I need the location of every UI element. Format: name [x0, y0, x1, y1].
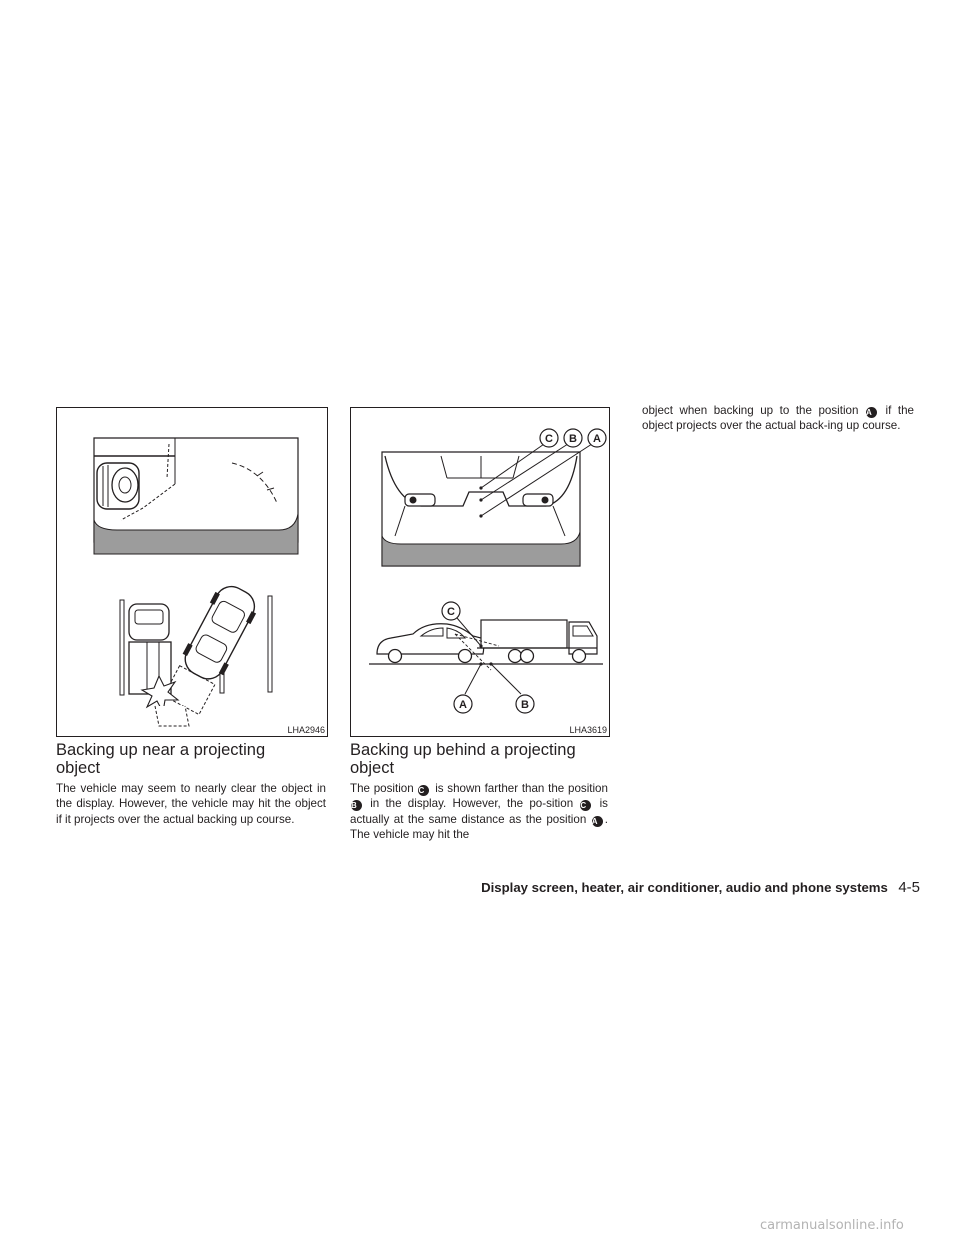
body-text: is shown farther than the position	[435, 782, 608, 795]
heading-line-2: object	[350, 759, 395, 777]
figure-right-drawing	[351, 408, 609, 736]
position-c-marker: C	[418, 785, 429, 796]
position-b-marker: B	[351, 800, 362, 811]
heading-line-2: object	[56, 759, 101, 777]
callout-c-top: C	[545, 433, 553, 445]
callout-a-top: A	[593, 433, 601, 445]
body-text: The position	[350, 782, 414, 795]
heading-line-1: Backing up behind a projecting	[350, 741, 576, 759]
section-heading-near	[56, 741, 326, 777]
watermark: carmanualsonline.info	[760, 1218, 904, 1233]
figure-code: LHA3619	[569, 725, 607, 735]
position-a-marker: A	[866, 407, 877, 418]
footer-section-title: Display screen, heater, air conditioner, audio and phone systems	[481, 880, 888, 895]
callout-a-bottom: A	[459, 699, 467, 711]
page-footer	[380, 879, 920, 897]
body-text: is actually at the same distance as the position	[350, 797, 608, 826]
callout-c-bottom: C	[447, 606, 455, 618]
figure-backing-behind-projecting-object	[350, 407, 610, 737]
section-body-continued	[642, 403, 914, 434]
figure-backing-near-projecting-object	[56, 407, 328, 737]
heading-line-1: Backing up near a projecting	[56, 741, 266, 759]
figure-code: LHA2946	[287, 725, 325, 735]
section-body-near: The vehicle may seem to nearly clear the object in the display. However, the vehicle may hit the object if it projects over the actual backing up course.	[56, 782, 326, 826]
body-text: in the display. However, the po-sition	[370, 797, 574, 811]
body-text: object when backing up to the position	[642, 404, 859, 417]
callout-b-top: B	[569, 433, 577, 445]
position-c-marker: C	[580, 800, 591, 811]
position-a-marker: A	[592, 816, 603, 827]
body-text: if the object projects over the actual back-ing up course.	[642, 404, 914, 433]
section-heading-behind	[350, 741, 608, 777]
body-text: . The vehicle may hit the	[350, 812, 608, 842]
page-number: 4-5	[898, 879, 920, 896]
callout-b-bottom: B	[521, 699, 529, 711]
section-body-behind	[350, 781, 608, 843]
figure-left-drawing	[57, 408, 327, 736]
